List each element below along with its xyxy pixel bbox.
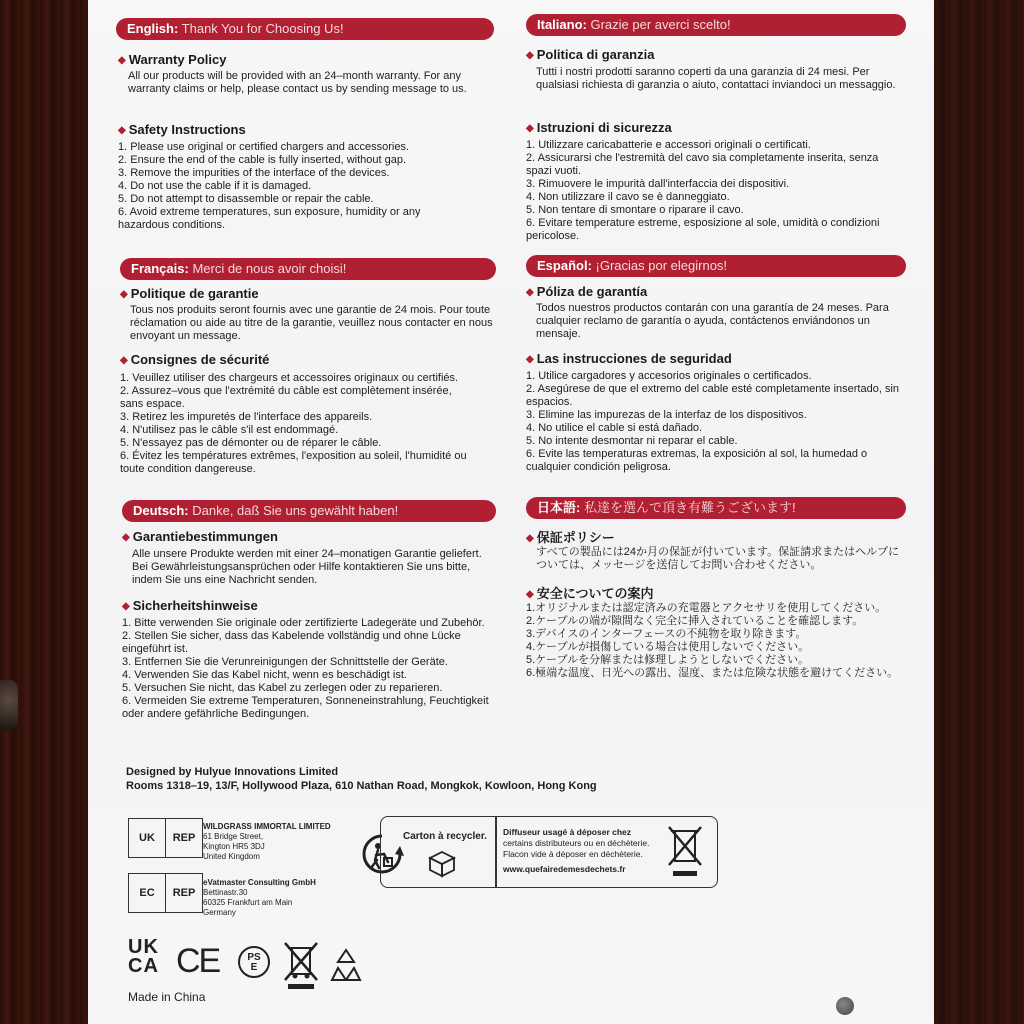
list-item: 1. Utilice cargadores y accesorios originales o certificados. bbox=[526, 370, 812, 382]
warranty-text-de: Alle unsere Produkte werden mit einer 24–monatigen Garantie geliefert. Bei Gewährleistungsansprüchen oder Hilfe kontaktieren Sie uns bitte, indem Sie uns eine Nachricht senden. bbox=[132, 548, 482, 586]
banner-italiano bbox=[526, 14, 906, 36]
ce-mark: CE bbox=[176, 942, 220, 980]
diamond-bullet-icon: ◆ bbox=[526, 123, 534, 134]
banner-lang: English: bbox=[127, 21, 179, 36]
list-item: 6. Evitare temperature estreme, esposizione al sole, umidità o condizioni pericolose. bbox=[526, 217, 880, 242]
banner-thanks: 私達を選んで頂き有難うございます! bbox=[583, 500, 796, 515]
warranty-heading-ja: ◆ 保証ポリシー bbox=[526, 530, 615, 545]
ec-rep-box bbox=[128, 873, 203, 913]
list-item: 1. Bitte verwenden Sie originale oder zertifizierte Ladegeräte und Zubehör. bbox=[122, 617, 485, 629]
wood-background-right bbox=[930, 0, 1024, 1024]
warranty-text-ja: すべての製品には24か月の保証が付いています。保証請求またはヘルプについては、メッセージを送信してお問い合わせください。 bbox=[536, 546, 900, 571]
crossed-bin-icon bbox=[665, 823, 705, 881]
uk-rep-box bbox=[128, 818, 203, 858]
list-item: 2. Assurez–vous que l'extrémité du câble est complètement insérée, sans espace. bbox=[120, 385, 452, 410]
warranty-text-es: Todos nuestros productos contarán con una garantía de 24 meses. Para cualquier reclamo de garantía o ayuda, contáctenos enviándonos un mensaje. bbox=[536, 302, 889, 340]
panel-divider bbox=[495, 817, 497, 887]
banner-japanese bbox=[526, 497, 906, 519]
list-item: 3. Entfernen Sie die Verunreinigungen der Schnittstelle der Geräte. bbox=[122, 656, 448, 668]
warranty-heading-de: ◆ Garantiebestimmungen bbox=[122, 529, 278, 544]
diamond-bullet-icon: ◆ bbox=[122, 601, 130, 612]
list-item: 2. Ensure the end of the cable is fully inserted, without gap. bbox=[118, 154, 407, 166]
wood-background-left bbox=[0, 0, 95, 1024]
banner-lang: Italiano: bbox=[537, 17, 587, 32]
instruction-sheet bbox=[88, 0, 934, 1024]
list-item: 4. N'utilisez pas le câble s'il est endommagé. bbox=[120, 424, 339, 436]
safety-heading-en: ◆ Safety Instructions bbox=[118, 122, 246, 137]
list-item: 5. Non tentare di smontare o riparare il cavo. bbox=[526, 204, 744, 216]
safety-heading-it: ◆ Istruzioni di sicurezza bbox=[526, 120, 672, 135]
list-item: 3.デバイスのインターフェースの不純物を取り除きます。 bbox=[526, 628, 807, 640]
list-item: 4. Verwenden Sie das Kabel nicht, wenn es beschädigt ist. bbox=[122, 669, 407, 681]
safety-heading-fr: ◆ Consignes de sécurité bbox=[120, 352, 270, 367]
list-item: 6. Evite las temperaturas extremas, la exposición al sol, la humedad o cualquier condición peligrosa. bbox=[526, 448, 868, 473]
banner-thanks: Thank You for Choosing Us! bbox=[181, 21, 344, 36]
list-item: 4. No utilice el cable si está dañado. bbox=[526, 422, 703, 434]
safety-list-ja bbox=[526, 602, 902, 680]
recycling-panel bbox=[380, 816, 718, 888]
diamond-bullet-icon: ◆ bbox=[120, 289, 128, 300]
list-item: 6.極端な温度、日光への露出、湿度、または危険な状態を避けてください。 bbox=[526, 667, 899, 679]
warranty-text-fr: Tous nos produits seront fournis avec une garantie de 24 mois. Pour toute réclamation ou aide au titre de la garantie, veuillez nous contacter en nous envoyant un message. bbox=[130, 304, 493, 342]
list-item: 3. Remove the impurities of the interface of the devices. bbox=[118, 167, 390, 179]
diamond-bullet-icon: ◆ bbox=[122, 532, 130, 543]
list-item: 3. Elimine las impurezas de la interfaz de los dispositivos. bbox=[526, 409, 807, 421]
warranty-heading-it: ◆ Politica di garanzia bbox=[526, 47, 655, 62]
rep-label: REP bbox=[165, 819, 202, 857]
designed-by: Designed by Hulyue Innovations Limited bbox=[126, 766, 339, 778]
list-item: 5. Do not attempt to disassemble or repair the cable. bbox=[118, 193, 374, 205]
list-item: 2. Assicurarsi che l'estremità del cavo sia completamente inserita, senza spazi vuoti. bbox=[526, 152, 879, 177]
safety-list-en bbox=[118, 141, 474, 232]
uk-label: UK bbox=[139, 832, 155, 844]
list-item: 2. Asegúrese de que el extremo del cable esté completamente insertado, sin espacios. bbox=[526, 383, 900, 408]
list-item: 5. Versuchen Sie nicht, das Kabel zu zerlegen oder zu reparieren. bbox=[122, 682, 443, 694]
ec-label: EC bbox=[139, 887, 155, 899]
warranty-heading-en: ◆ Warranty Policy bbox=[118, 52, 227, 67]
safety-list-it bbox=[526, 139, 906, 243]
list-item: 5. No intente desmontar ni reparar el cable. bbox=[526, 435, 738, 447]
safety-list-de bbox=[122, 617, 496, 721]
banner-thanks: ¡Gracias por elegirnos! bbox=[595, 258, 728, 273]
safety-heading-es: ◆ Las instrucciones de seguridad bbox=[526, 351, 732, 366]
made-in-china: Made in China bbox=[128, 990, 206, 1004]
ukca-mark: UK CA bbox=[128, 936, 159, 977]
warranty-text-en: All our products will be provided with an 24–month warranty. For any warranty claims or help, please contact us by sending message to us. bbox=[128, 70, 467, 95]
list-item: 4. Do not use the cable if it is damaged. bbox=[118, 180, 312, 192]
safety-list-fr bbox=[120, 372, 470, 476]
list-item: 5. N'essayez pas de démonter ou de réparer le câble. bbox=[120, 437, 382, 449]
warranty-heading-fr: ◆ Politique de garantie bbox=[120, 286, 259, 301]
pse-mark: PS E bbox=[238, 946, 270, 978]
diamond-bullet-icon: ◆ bbox=[118, 125, 126, 136]
banner-lang: 日本語: bbox=[537, 500, 581, 515]
rep-label: REP bbox=[165, 874, 202, 912]
safety-heading-ja: ◆ 安全についての案内 bbox=[526, 586, 654, 601]
diamond-bullet-icon: ◆ bbox=[526, 50, 534, 61]
safety-heading-de: ◆ Sicherheitshinweise bbox=[122, 598, 258, 613]
banner-lang: Español: bbox=[537, 258, 592, 273]
list-item: 1. Utilizzare caricabatterie e accessori originali o certificati. bbox=[526, 139, 811, 151]
punch-hole bbox=[836, 997, 854, 1015]
list-item: 2.ケーブルの端が隙間なく完全に挿入されていることを確認します。 bbox=[526, 615, 864, 627]
warranty-text-it: Tutti i nostri prodotti saranno coperti da una garanzia di 24 mesi. Per qualsiasi richiesta di garanzia o aiuto, contattaci inviandoci un messaggio. bbox=[536, 66, 896, 91]
banner-thanks: Grazie per averci scelto! bbox=[590, 17, 731, 32]
diamond-bullet-icon: ◆ bbox=[118, 55, 126, 66]
diffuseur-text: Diffuseur usagé à déposer chez certains distributeurs ou en déchèterie. Flacon vide à déposer en déchèterie. www.quefairedemesdechets.fr bbox=[503, 827, 650, 874]
list-item: 3. Rimuovere le impurità dall'interfaccia dei dispositivi. bbox=[526, 178, 790, 190]
cabinet-knob bbox=[0, 680, 18, 730]
banner-espanol bbox=[526, 255, 906, 277]
list-item: 2. Stellen Sie sicher, dass das Kabelende vollständig und ohne Lücke eingeführt ist. bbox=[122, 630, 461, 655]
recycle-arrows-icon bbox=[326, 946, 366, 986]
carton-label: Carton à recycler. bbox=[403, 831, 487, 842]
ec-rep-address: eVatmaster Consulting GmbH Bettinastr.30 60325 Frankfurt am Main Germany bbox=[203, 878, 316, 917]
diamond-bullet-icon: ◆ bbox=[120, 355, 128, 366]
list-item: 4.ケーブルが損傷している場合は使用しないでください。 bbox=[526, 641, 810, 653]
list-item: 6. Vermeiden Sie extreme Temperaturen, Sonneneinstrahlung, Feuchtigkeit oder andere gefährliche Bedingungen. bbox=[122, 695, 489, 720]
cube-box-icon bbox=[427, 849, 457, 879]
diamond-bullet-icon: ◆ bbox=[526, 354, 534, 365]
banner-thanks: Danke, daß Sie uns gewählt haben! bbox=[192, 503, 399, 518]
list-item: 5.ケーブルを分解または修理しようとしないでください。 bbox=[526, 654, 810, 666]
list-item: 1. Veuillez utiliser des chargeurs et accessoires originaux ou certifiés. bbox=[120, 372, 459, 384]
list-item: 6. Évitez les températures extrêmes, l'exposition au soleil, l'humidité ou toute condition dangereuse. bbox=[120, 450, 467, 475]
company-address: Rooms 1318–19, 13/F, Hollywood Plaza, 610 Nathan Road, Mongkok, Kowloon, Hong Kong bbox=[126, 780, 597, 792]
list-item: 1.オリジナルまたは認定済みの充電器とアクセサリを使用してください。 bbox=[526, 602, 887, 614]
banner-lang: Deutsch: bbox=[133, 503, 189, 518]
list-item: 3. Retirez les impuretés de l'interface des appareils. bbox=[120, 411, 373, 423]
banner-thanks: Merci de nous avoir choisi! bbox=[192, 261, 347, 276]
uk-rep-address: WILDGRASS IMMORTAL LIMITED 61 Bridge Street, Kington HR5 3DJ United Kingdom bbox=[203, 822, 331, 861]
banner-deutsch bbox=[122, 500, 496, 522]
list-item: 6. Avoid extreme temperatures, sun exposure, humidity or any hazardous conditions. bbox=[118, 206, 421, 231]
warranty-heading-es: ◆ Póliza de garantía bbox=[526, 284, 648, 299]
banner-english bbox=[116, 18, 494, 40]
list-item: 1. Please use original or certified chargers and accessories. bbox=[118, 141, 410, 153]
banner-lang: Français: bbox=[131, 261, 189, 276]
diamond-bullet-icon: ◆ bbox=[526, 533, 534, 544]
list-item: 4. Non utilizzare il cavo se è danneggiato. bbox=[526, 191, 730, 203]
diamond-bullet-icon: ◆ bbox=[526, 287, 534, 298]
safety-list-es bbox=[526, 370, 908, 474]
banner-francais bbox=[120, 258, 496, 280]
diamond-bullet-icon: ◆ bbox=[526, 589, 534, 600]
weee-bin-icon bbox=[282, 940, 320, 992]
